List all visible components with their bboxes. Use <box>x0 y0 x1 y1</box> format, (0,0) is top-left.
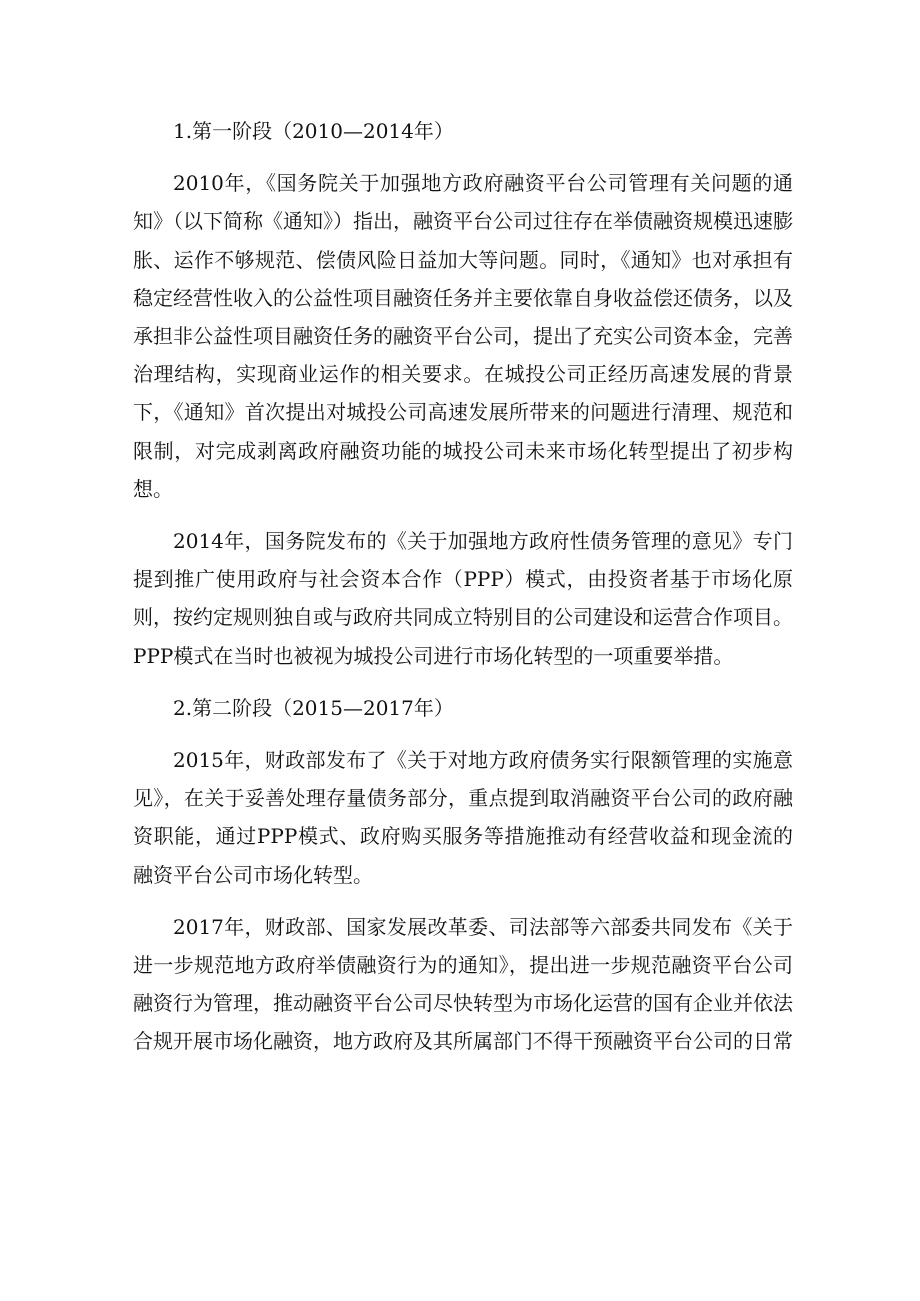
paragraph-2017-notice: 2017年，财政部、国家发展改革委、司法部等六部委共同发布《关于进一步规范地方政府举债融资行为的通知》，提出进一步规范融资平台公司融资行为管理，推动融资平台公司尽快转型为市场化运营的国有企业并依法合规开展市场化融资，地方政府及其所属部门不得干预融资平台公司的日常 <box>133 914 793 1054</box>
paragraph-2015-implementation: 2015年，财政部发布了《关于对地方政府债务实行限额管理的实施意见》，在关于妥善处理存量债务部分，重点提到取消融资平台公司的政府融资职能，通过PPP模式、政府购买服务等措施推动有经营收益和现金流的融资平台公司市场化转型。 <box>133 748 793 887</box>
section-heading-stage-1: 1.第一阶段（2010—2014年） <box>173 119 454 143</box>
paragraph-2014-opinion: 2014年，国务院发布的《关于加强地方政府性债务管理的意见》专门提到推广使用政府与社会资本合作（PPP）模式，由投资者基于市场化原则，按约定规则独自或与政府共同成立特别目的公司建设和运营合作项目。PPP模式在当时也被视为城投公司进行市场化转型的一项重要举措。 <box>133 529 793 668</box>
section-heading-stage-2: 2.第二阶段（2015—2017年） <box>173 695 454 720</box>
paragraph-2010-notice: 2010年，《国务院关于加强地方政府融资平台公司管理有关问题的通知》（以下简称《通知》）指出，融资平台公司过往存在举债融资规模迅速膨胀、运作不够规范、偿债风险日益加大等问题。同时，《通知》也对承担有稳定经营性收入的公益性项目融资任务并主要依靠自身收益偿还债务，以及承担非公益性项目融资任务的融资平台公司，提出了充实公司资本金，完善治理结构，实现商业运作的相关要求。在城投公司正经历高速发展的背景下，《通知》首次提出对城投公司高速发展所带来的问题进行清理、规范和限制，对完成剥离政府融资功能的城投公司未来市场化转型提出了初步构想。 <box>133 171 793 501</box>
document-body <box>133 112 793 1061</box>
